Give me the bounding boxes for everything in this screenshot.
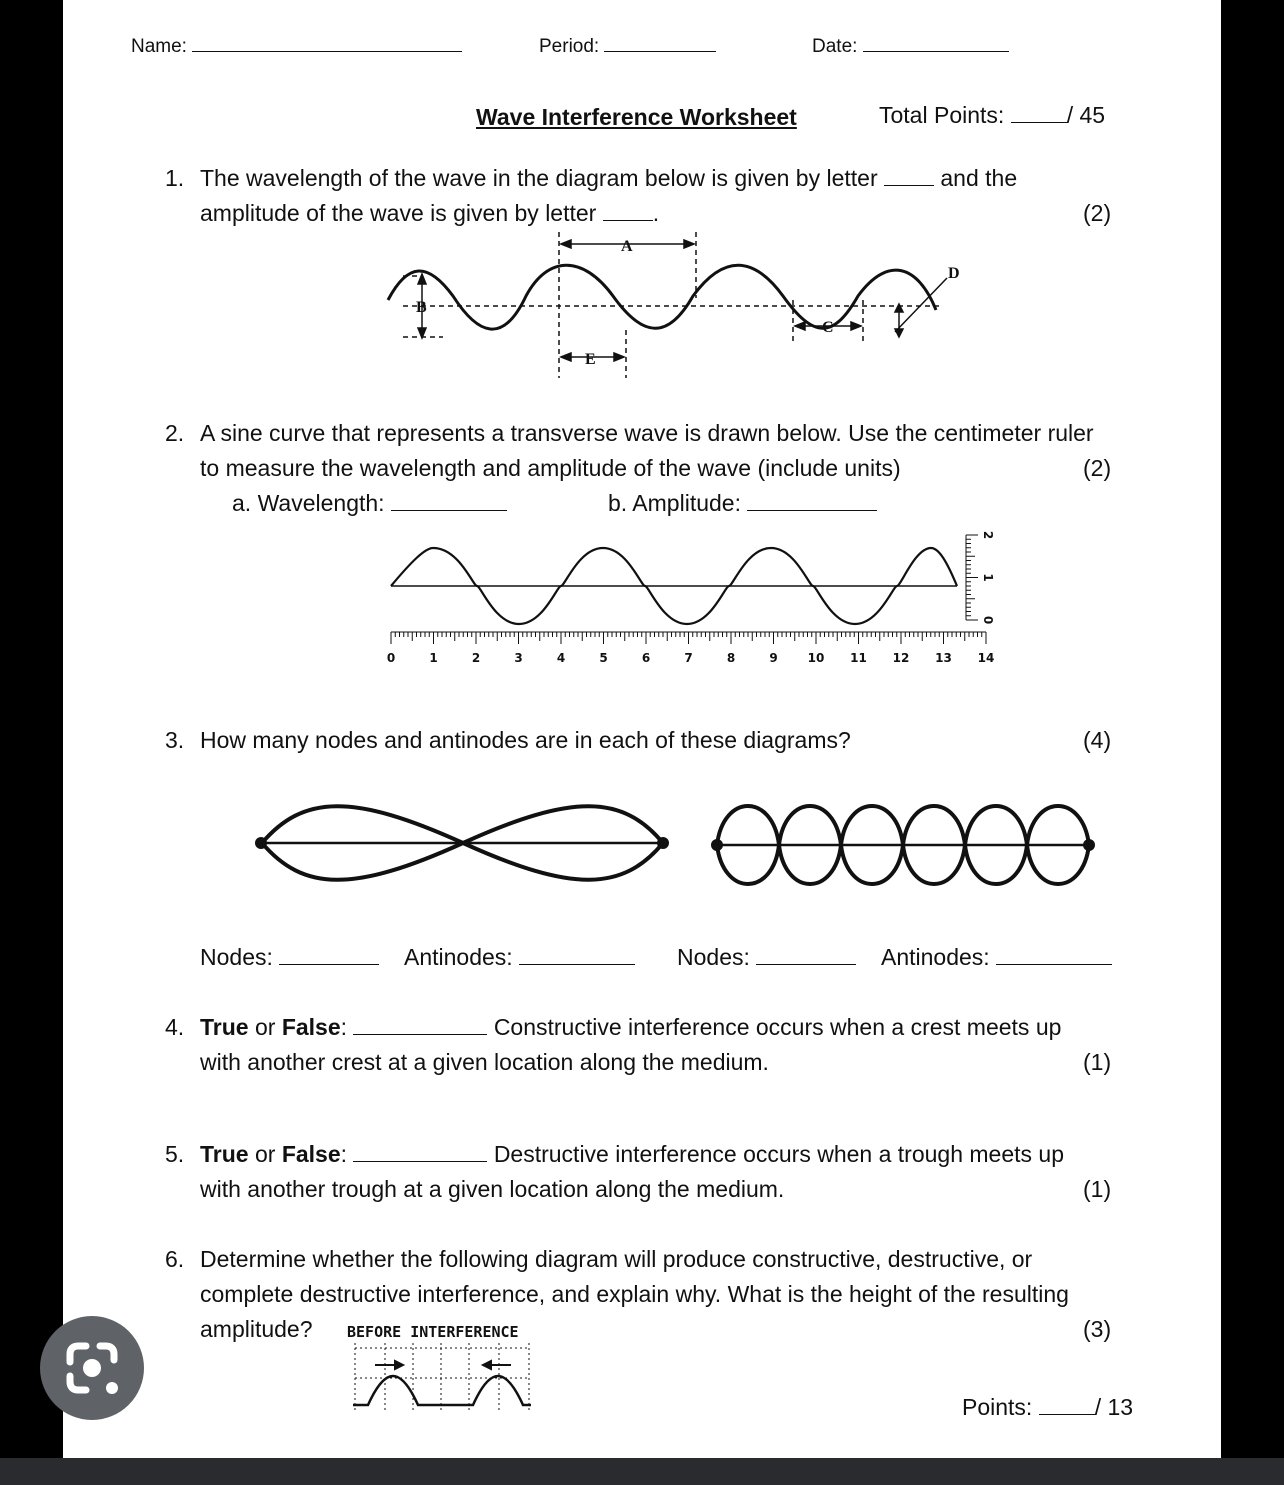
q6-line1: Determine whether the following diagram will produce constructive, destructive, or xyxy=(200,1246,1033,1272)
q6-line3: amplitude? xyxy=(200,1316,313,1342)
right-nodes-field: Nodes: xyxy=(677,943,856,971)
q6-left-arrow-icon xyxy=(483,1361,491,1369)
ruler-number: 4 xyxy=(556,651,566,665)
period-field: Period: xyxy=(539,31,716,61)
total-points: Total Points: / 45 xyxy=(879,102,1106,128)
bottom-bar xyxy=(0,1458,1284,1485)
ruler-number: 5 xyxy=(599,651,608,665)
q5-line1: True or False: Destructive interference occurs when a trough meets up xyxy=(200,1141,1064,1167)
q2-points: (2) xyxy=(1083,455,1112,481)
ruler-number: 9 xyxy=(769,651,778,665)
page-points: Points: / 13 xyxy=(962,1394,1134,1420)
name-field: Name: xyxy=(131,31,462,61)
ruler-number: 10 xyxy=(807,651,825,665)
q4-number: 4. xyxy=(165,1014,185,1040)
ruler-number: 12 xyxy=(892,651,910,665)
q6-points: (3) xyxy=(1083,1316,1112,1342)
ruler-number: 13 xyxy=(935,651,952,665)
left-antinodes-field: Antinodes: xyxy=(404,943,635,971)
left-nodes-field: Nodes: xyxy=(200,943,379,971)
q6-diagram-title: BEFORE INTERFERENCE xyxy=(347,1323,519,1341)
q6-right-arrow-icon xyxy=(395,1361,403,1369)
q1-points: (2) xyxy=(1083,200,1112,226)
worksheet-page xyxy=(63,0,1221,1458)
q1-label-b: B xyxy=(416,299,427,316)
q1-number: 1. xyxy=(165,165,185,191)
ruler-number: 7 xyxy=(684,651,693,665)
ruler-number: 14 xyxy=(977,651,995,665)
worksheet-title: Wave Interference Worksheet xyxy=(476,104,797,130)
q6-left-pulse xyxy=(353,1376,531,1405)
q5-line2: with another trough at a given location along the medium. xyxy=(200,1176,785,1202)
q1-label-a: A xyxy=(621,238,633,255)
q1-label-c: C xyxy=(822,319,834,336)
google-lens-icon xyxy=(40,1316,144,1420)
ruler-number: 3 xyxy=(514,651,523,665)
ruler-number: 1 xyxy=(429,651,438,665)
q6-number: 6. xyxy=(165,1246,185,1272)
q2-line1: A sine curve that represents a transverse wave is drawn below. Use the centimeter ruler xyxy=(200,420,1094,446)
google-lens-button[interactable] xyxy=(40,1316,144,1420)
q5-points: (1) xyxy=(1083,1176,1112,1202)
q4-points: (1) xyxy=(1083,1049,1112,1075)
q3-number: 3. xyxy=(165,727,185,753)
vertical-ruler-number: 2 xyxy=(981,530,995,540)
ruler-number: 2 xyxy=(471,651,481,665)
ruler-number: 8 xyxy=(726,651,736,665)
vertical-ruler-number: 0 xyxy=(981,615,995,625)
q1-label-e: E xyxy=(585,351,596,368)
q6-line2: complete destructive interference, and explain why. What is the height of the resulting xyxy=(200,1281,1069,1307)
right-antinodes-field: Antinodes: xyxy=(881,943,1112,971)
q6-interference-diagram xyxy=(63,0,1221,1458)
q3-points: (4) xyxy=(1083,727,1112,753)
q2-amplitude-field: b. Amplitude: xyxy=(608,489,877,517)
q4-line2: with another crest at a given location along the medium. xyxy=(200,1049,769,1075)
q2-line2: to measure the wavelength and amplitude of the wave (include units) xyxy=(200,455,901,481)
q2-number: 2. xyxy=(165,420,185,446)
vertical-ruler-number: 1 xyxy=(981,573,995,582)
ruler-number: 6 xyxy=(641,651,651,665)
q3-text: How many nodes and antinodes are in each of these diagrams? xyxy=(200,727,851,753)
q2-wavelength-field: a. Wavelength: xyxy=(232,489,507,517)
q1-label-d: D xyxy=(948,265,960,282)
ruler-number: 11 xyxy=(850,651,867,665)
q5-number: 5. xyxy=(165,1141,185,1167)
q4-line1: True or False: Constructive interference occurs when a crest meets up xyxy=(200,1014,1062,1040)
ruler-number: 0 xyxy=(386,651,396,665)
q1-line2: amplitude of the wave is given by letter . xyxy=(200,200,660,226)
q1-line1: The wavelength of the wave in the diagram below is given by letter and the xyxy=(200,165,1018,191)
date-field: Date: xyxy=(812,31,1009,61)
